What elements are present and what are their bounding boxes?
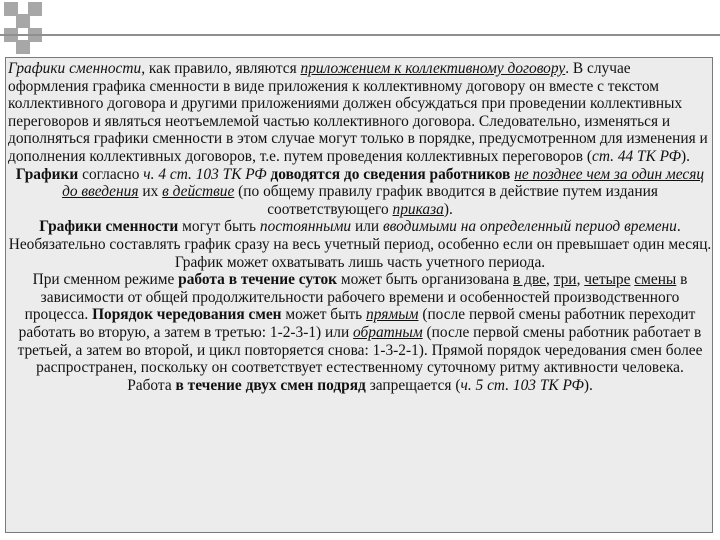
- p2-term: Графики: [15, 165, 79, 183]
- paragraph-3: [8, 218, 712, 271]
- paragraph-5: [8, 377, 712, 395]
- p2-link-order[interactable]: приказа: [392, 200, 444, 218]
- p4-text-q: (после первой смены работник работает в третьей, а затем во второй, и цикл повторяется снова: 1-3-2-1). Прямой порядок чередования смен более распространен, поскольку он соответствует естественному суточному ритму активности человека.: [17, 323, 703, 377]
- p4-link-four[interactable]: четыре: [584, 271, 631, 289]
- p3-permanent: постоянными: [259, 218, 352, 236]
- p4-bold-order: Порядок чередования смен: [92, 306, 282, 324]
- p4-link-reverse[interactable]: обратным: [353, 323, 423, 341]
- p4-text-o: (после первой смены работник переходит работать во вторую, а затем в третью: 1-2-3-1) или: [18, 306, 696, 341]
- deco-square-6: [16, 40, 30, 54]
- p4-text-a: При сменном режиме: [32, 271, 179, 289]
- p2-text-j: (по общему правилу график вводится в действие путем издания соответствующего: [234, 183, 658, 218]
- p3-text-d: или: [351, 218, 383, 236]
- deco-square-3: [28, 2, 42, 16]
- deco-square-2: [16, 14, 30, 28]
- p4-comma-2: ,: [576, 271, 585, 289]
- p4-bold-day-work: работа в течение суток: [178, 271, 338, 289]
- p5-text-c: запрещается (: [365, 376, 461, 394]
- p5-ref: ч. 5 ст. 103 ТК РФ: [460, 376, 584, 394]
- p2-link-in-effect[interactable]: в действие: [162, 183, 235, 201]
- p1-term: Графики сменности: [8, 60, 142, 77]
- paragraph-2: [8, 166, 712, 219]
- p1-ref-art-44: ст. 44 ТК РФ: [591, 147, 682, 165]
- p4-link-two[interactable]: в две: [513, 271, 546, 289]
- p4-text-m: может быть: [281, 306, 367, 324]
- p3-text-f: . Необязательно составлять график сразу на весь учетный период, особенно если он превышает один месяц. График может охватывать лишь часть учетного периода.: [8, 218, 712, 271]
- p2-link-deadline[interactable]: не позднее чем за один месяц до введения: [62, 165, 705, 201]
- paragraph-1: [8, 60, 712, 166]
- slide-decoration: [0, 0, 720, 60]
- p4-text-k: в зависимости от общей продолжительности рабочего времени и особенностей производственного процесса.: [24, 271, 688, 324]
- p4-link-direct[interactable]: прямым: [366, 306, 419, 324]
- paragraph-4: [8, 271, 712, 377]
- p1-text-b: , как правило, являются: [141, 60, 301, 77]
- p5-text-a: Работа: [127, 376, 176, 394]
- p5-bold: в течение двух смен подряд: [175, 376, 366, 394]
- p1-text-d: . В случае оформления графика сменности в виде приложения к коллективному договору он вместе с текстом коллективного договора и другими приложениями должен обсуждаться при проведении коллективных переговоров и являться неотъемлемой частью коллективного договора. Следовательно, изменяться и дополняться графики сменности в этом случае могут только в порядке, предусмотренном для изменения и дополнения коллективных договоров, т.е. путем проведения коллективных переговоров (: [8, 60, 708, 165]
- p2-ref: ч. 4 ст. 103 ТК РФ: [143, 165, 267, 183]
- p3-term: Графики сменности: [39, 218, 179, 236]
- p2-text-h: их: [138, 183, 163, 201]
- p3-temporary: вводимыми на определенный период времени: [382, 218, 677, 236]
- p2-text-l: ).: [443, 200, 453, 218]
- header-rule: [0, 34, 720, 36]
- p1-link-collective-agreement[interactable]: приложением к коллективному договору: [300, 60, 566, 77]
- p4-text-c: может быть организована: [337, 271, 514, 289]
- p4-link-three[interactable]: три: [553, 271, 577, 289]
- p3-text-b: могут быть: [178, 218, 260, 236]
- p4-comma-1: ,: [546, 271, 554, 289]
- p2-bold: доводятся до сведения работников: [270, 165, 511, 183]
- document-body: [8, 60, 712, 394]
- p2-text-b: согласно: [78, 165, 144, 183]
- p5-text-e: ).: [583, 376, 593, 394]
- p4-link-shifts[interactable]: смены: [634, 271, 677, 289]
- p1-text-f: ).: [681, 147, 691, 165]
